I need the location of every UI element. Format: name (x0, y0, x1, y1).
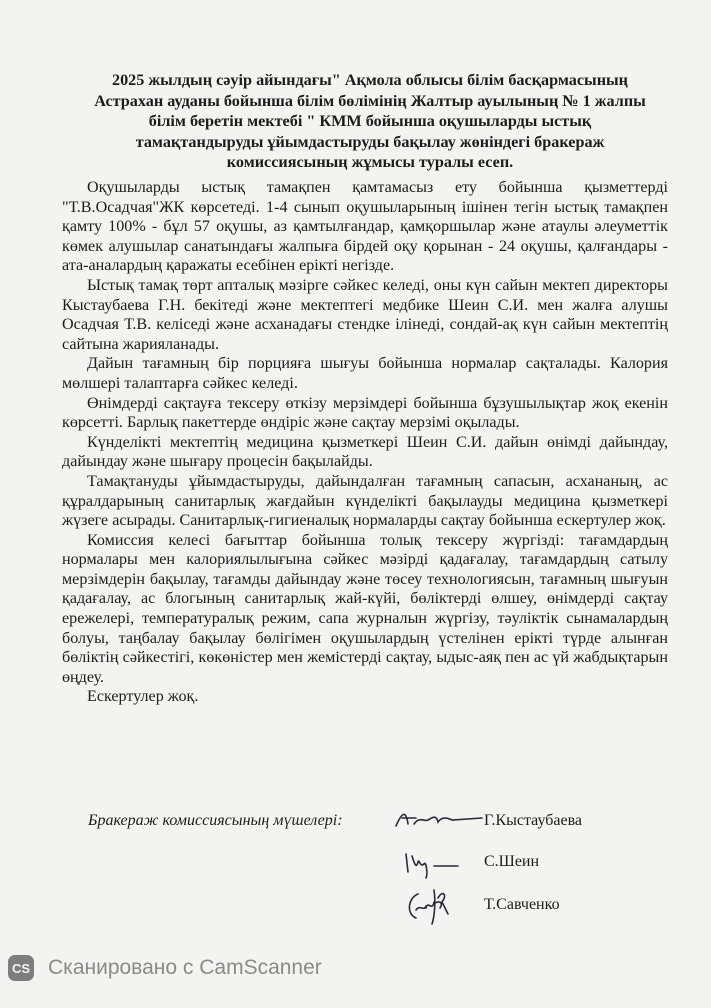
title-line: 2025 жылдың сәуір айындағы" Ақмола облысы білім басқармасының (111, 71, 628, 89)
signature-shein (400, 848, 460, 880)
camscanner-logo-icon: CS (8, 955, 34, 981)
paragraph-no-remarks: Ескертулер жоқ. (87, 688, 199, 706)
report-body (62, 178, 668, 707)
title-line: тамақтандыруды ұйымдастыруды бақылау жөніндегі бракераж (135, 132, 605, 151)
paragraph-portion-norms: Дайын тағамның бір порцияға шығуы бойынша нормалар сақталады. Калория мөлшері талаптарға сәйкес келеді. (62, 355, 668, 392)
paragraph-storage-check: Өнімдерді сақтауға тексеру өткізу мерзімдері бойынша бұзушылықтар жоқ екенін көрсетті. Барлық пакеттерде өндіріс және сақтау мерзімі оқылады. (62, 394, 668, 432)
member-name: Т.Савченко (484, 896, 560, 913)
member-name: Г.Кыстаубаева (484, 812, 583, 829)
member-name: С.Шеин (484, 853, 540, 870)
document-title (60, 70, 680, 173)
title-line: комиссиясының жұмысы туралы есеп. (226, 153, 514, 171)
watermark-text: Сканировано с CamScanner (48, 956, 322, 979)
signature-kystaubaeva (392, 806, 484, 832)
commission-members-label: Бракераж комиссиясының мүшелері: (88, 812, 343, 829)
camscanner-watermark (0, 948, 468, 988)
title-line: Астрахан ауданы бойынша білім бөлімінің Жалтыр ауылының № 1 жалпы (94, 91, 646, 110)
paragraph-commission-check: Комиссия келесі бағыттар бойынша толық тексеру жүргізді: тағамдардың нормалары мен калориялылығына сәйкес мәзірді қадағалау, тағамдардың сатылу мерзімдерін бақылау, тағамды дайындау және төсеу технологиясын, тағамның шығуын қадағалау, ас блогының санитарлық жай-күйі, бөліктерді өлшеу, өнімдерді сақтау ережелері, температуралық режим, сапа журналын жүргізу, тәуліктік сынамалардың болуы, таңбалау бақылау бөлігімен оқушылардың үстелінен ерікті түрде алынған бөліктің сәйкестігі, көкөністер мен жемістерді сақтау, ыдыс-аяқ пен ас үй жабдықтарын өңдеу. (62, 531, 668, 686)
paragraph-sanitary: Тамақтануды ұйымдастыруды, дайындалған тағамның сапасын, асхананың, ас құралдарының санитарлық жағдайын күнделікті бақылауды медицина қызметкері жүзеге асырады. Санитарлық-гигиеналық нормаларды сақтау бойынша ескертулер жоқ. (62, 472, 668, 530)
title-line: білім беретін мектебі " КММ бойынша оқушыларды ыстық (148, 112, 592, 130)
paragraph-provider: Оқушыларды ыстық тамақпен қамтамасыз ету бойынша қызметтерді "Т.В.Осадчая"ЖК көрсетеді. 1-4 сынып оқушыларының ішінен тегін ыстық тамақпен қамту 100% - бұл 57 оқушы, аз қамтылғандар, қамқоршылар және атаулы әлеуметтік көмек алушылар санатындағы жалпыға бірдей оқу қорынан - 24 оқушы, қалғандары - ата-аналардың қаражаты есебінен ерікті негізде. (62, 179, 668, 275)
paragraph-menu: Ыстық тамақ төрт апталық мәзірге сәйкес келеді, оны күн сайын мектеп директоры Кыстаубаева Г.Н. бекітеді және мектептегі медбике Шеин С.И. мен жалға алушы Осадчая Т.В. келіседі және асханадағы стендке ілінеді, сондай-ақ күн сайын мектептің сайтына жарияланады. (62, 276, 668, 353)
signature-savchenko (404, 884, 464, 926)
paragraph-daily-control: Күнделікті мектептің медицина қызметкері Шеин С.И. дайын өнімді дайындау, дайындау және шығару процесін бақылайды. (62, 433, 668, 471)
